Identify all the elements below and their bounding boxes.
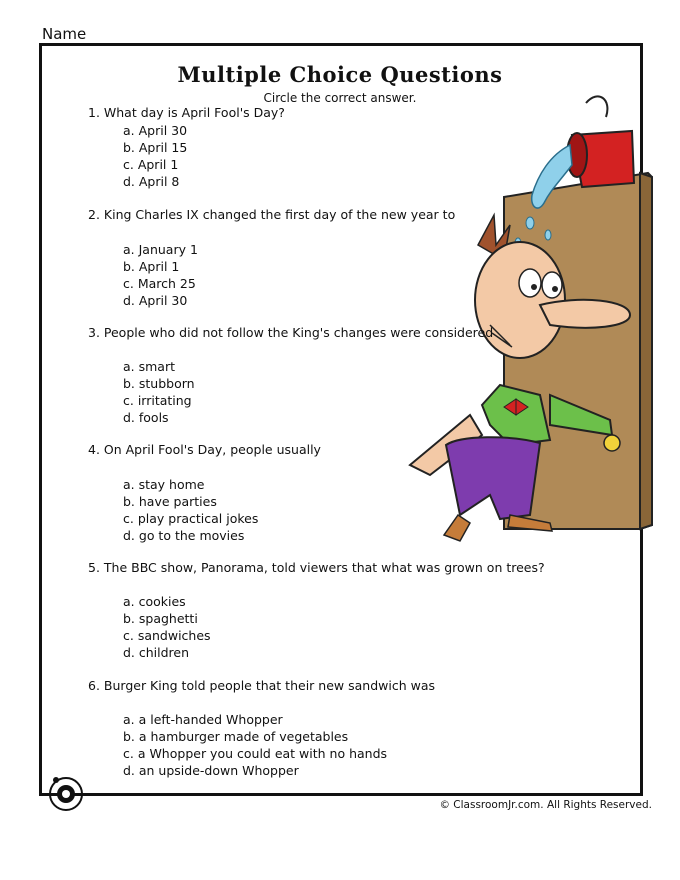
answer-option[interactable]: c. sandwiches: [123, 628, 211, 643]
question-text: 1. What day is April Fool's Day?: [88, 105, 285, 120]
answer-option[interactable]: a. cookies: [123, 594, 186, 609]
answer-option[interactable]: d. April 8: [123, 174, 180, 189]
answer-option[interactable]: b. April 1: [123, 259, 180, 274]
copyright-notice: © ClassroomJr.com. All Rights Reserved.: [439, 799, 652, 811]
answer-option[interactable]: a. April 30: [123, 123, 188, 138]
answer-option[interactable]: d. an upside-down Whopper: [123, 763, 299, 778]
answer-option[interactable]: d. fools: [123, 410, 169, 425]
worksheet-title: Multiple Choice Questions: [177, 62, 503, 87]
answer-option[interactable]: b. stubborn: [123, 376, 195, 391]
bucket-icon: [567, 96, 634, 187]
question-text: 3. People who did not follow the King's changes were considered: [88, 325, 494, 340]
answer-option[interactable]: a. January 1: [123, 242, 198, 257]
answer-option[interactable]: b. a hamburger made of vegetables: [123, 729, 349, 744]
answer-option[interactable]: d. go to the movies: [123, 528, 245, 543]
answer-options: [123, 122, 187, 190]
answer-option[interactable]: a. a left-handed Whopper: [123, 712, 283, 727]
answer-option[interactable]: c. play practical jokes: [123, 511, 259, 526]
worksheet-subtitle: Circle the correct answer.: [263, 91, 417, 105]
answer-option[interactable]: c. April 1: [123, 157, 179, 172]
answer-option[interactable]: c. irritating: [123, 393, 192, 408]
answer-options: [123, 476, 258, 544]
question-text: 6. Burger King told people that their new sandwich was: [88, 678, 435, 693]
answer-options: [123, 711, 387, 779]
question-text: 4. On April Fool's Day, people usually: [88, 442, 321, 457]
answer-options: [123, 593, 211, 661]
answer-options: [123, 358, 195, 426]
answer-options: [123, 241, 198, 309]
answer-option[interactable]: b. have parties: [123, 494, 217, 509]
answer-option[interactable]: c. March 25: [123, 276, 196, 291]
classroomjr-logo: [46, 774, 86, 814]
name-label: Name: [42, 25, 87, 43]
question-text: 5. The BBC show, Panorama, told viewers that what was grown on trees?: [88, 560, 545, 575]
answer-option[interactable]: b. April 15: [123, 140, 188, 155]
answer-option[interactable]: c. a Whopper you could eat with no hands: [123, 746, 388, 761]
answer-option[interactable]: b. spaghetti: [123, 611, 198, 626]
question-text: 2. King Charles IX changed the first day of the new year to: [88, 207, 456, 222]
answer-option[interactable]: d. April 30: [123, 293, 188, 308]
answer-option[interactable]: d. children: [123, 645, 190, 660]
answer-option[interactable]: a. smart: [123, 359, 175, 374]
answer-option[interactable]: a. stay home: [123, 477, 205, 492]
